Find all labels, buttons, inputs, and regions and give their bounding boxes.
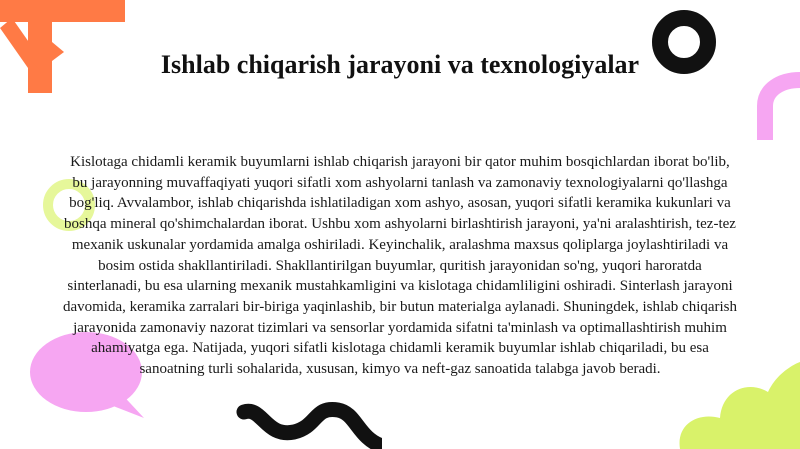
black-squiggle-shape: [232, 398, 382, 449]
slide-body-text: Kislotaga chidamli keramik buyumlarni ishlab chiqarish jarayoni bir qator muhim bosqichlardan iborat bo'lib, bu jarayonning muvaffaqiyati yuqori sifatli xom ashyolarni tanlash va zamonaviy texnologiyalarni qo'llashga bog'liq. Avvalambor, ishlab chiqarishda ishlatiladigan xom ashyo, asosan, yuqori sifatli keramika kukunlari va boshqa mineral qo'shimchalardan iborat. Ushbu xom ashyolarni birlashtirish jarayoni, ya'ni aralashtirish, tez-tez mexanik uskunalar yordamida amalga oshiriladi. Keyinchalik, aralashma maxsus qoliplarga joylashtiriladi va bosim ostida shakllantiriladi. Shakllantirilgan buyumlar, quritish jarayonidan so'ng, yuqori haroratda sinterlanadi, bu esa ularning mexanik mustahkamligini va kislotaga chidamliligini oshiradi. Sinterlash jarayoni davomida, keramika zarralari bir-biriga yaqinlashib, bir butun materialga aylanadi. Shuningdek, ishlab chiqarish jarayonida zamonaviy nazorat tizimlari va sensorlar yordamida sifatni ta'minlash va optimallashtirish muhim ahamiyatga ega. Natijada, yuqori sifatli kislotaga chidamli keramik buyumlar ishlab chiqariladi, bu esa sanoatning turli sohalarida, xususan, kimyo va neft-gaz sanoatida talabga javob beradi.: [62, 154, 738, 378]
orange-asterisk-shape: [0, 0, 130, 95]
slide-title: Ishlab chiqarish jarayoni va texnologiyalar: [160, 50, 640, 79]
